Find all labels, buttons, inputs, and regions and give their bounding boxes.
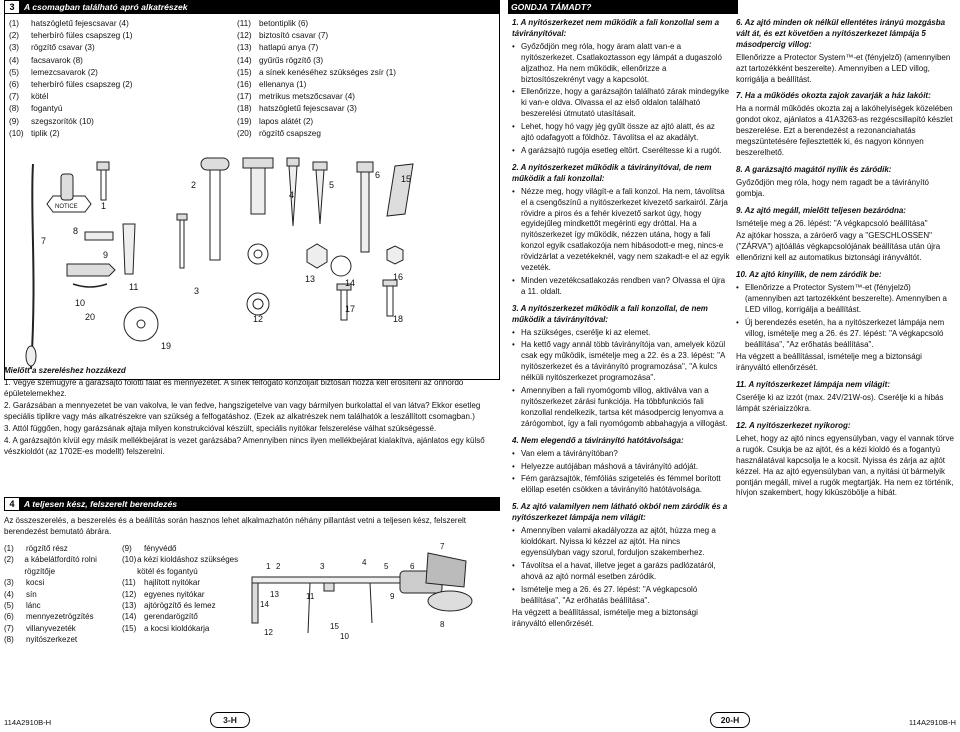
item-number: (20) (237, 128, 252, 138)
hardware-illustration (15, 154, 491, 378)
parts-list-item (237, 42, 396, 54)
legend-col1 (4, 543, 122, 653)
item-text: facsavarok (8) (31, 55, 83, 65)
parts-list-item (9, 116, 132, 128)
parts-list-item (237, 55, 396, 67)
item-text: lemezcsavarok (2) (31, 67, 98, 77)
parts-list-item (237, 30, 396, 42)
diagram-label-6: 6 (410, 562, 415, 571)
item-number: (8) (9, 104, 20, 114)
item-number: (13) (122, 601, 137, 611)
item-number: (5) (9, 67, 20, 77)
item-number: (12) (122, 589, 137, 599)
parts-list-item (9, 30, 132, 42)
parts-list-item (9, 128, 132, 140)
diagram-label-5: 5 (384, 562, 389, 571)
section-title: A teljesen kész, felszerelt berendezés (24, 498, 178, 509)
diagram-label-2: 2 (276, 562, 281, 571)
problem-heading: 10. Az ajtó kinyílik, de nem záródik be: (736, 270, 882, 280)
legend-item (4, 623, 122, 634)
item-number: (2) (9, 31, 20, 41)
item-number: (6) (9, 80, 20, 90)
item-number: (17) (237, 92, 252, 102)
item-text: a sínek kenéséhez szükséges zsír (1) (259, 67, 396, 77)
bullet-item: • Nézze meg, hogy világít-e a fali konzol. Ha nem, távolítsa el a csengőszínű a nyitószerkezet kivezető sarkairól. Zárja rövidre a piros és a fehér kivezető sarkot úgy, hogy egyidejűleg mindkettőt megérinti egy dróttal. Ha a nyitószerkezet így működik, nézzen utána, hogy a fali konzol egyik csatlakozója nem hibásodott-e meg, nincs-e rövidzárlat a vezetékeknél, vagy nem szakadt-e el az egyik vezeték. (512, 187, 730, 274)
problem-heading: 9. Az ajtó megáll, mielőtt teljesen bezáródna: (736, 205, 906, 215)
item-number: (6) (4, 612, 14, 622)
legend-item (122, 600, 250, 611)
bullet-item: • Minden vezetékcsatlakozás rendben van? Olvassa el újra a 11. oldalt. (512, 276, 730, 298)
legend-item (122, 543, 250, 554)
bullet-item: • Lehet, hogy hó vagy jég gyűlt össze az ajtó alatt, és az ajtó odafagyott a földhöz. Távolítsa el az akadályt. (512, 122, 730, 144)
item-text: lapos alátét (2) (259, 116, 314, 126)
item-text: a kocsi kioldókarja (144, 623, 210, 633)
item-text: a kábelátfordító rolni rögzítője (24, 555, 97, 576)
item-number: (12) (237, 31, 252, 41)
parts-list-item (9, 79, 132, 91)
legend-item (4, 577, 122, 588)
hw-label-4: 4 (289, 190, 295, 200)
legend-item (4, 611, 122, 622)
section-title: A csomagban található apró alkatrészek (24, 1, 188, 12)
page-number-left: 3-H (210, 712, 250, 728)
parts-list-col1 (9, 18, 132, 140)
paragraph: Ismételje meg a 26. lépést: "A végkapcsoló beállítása" (736, 218, 928, 228)
paragraph: Az ajtókar hossza, a záróerő vagy a "GESCHLOSSEN" ("ZÁRVA") ajtóállás végkapcsolójának beállítása után újra ellenőrizni kell az automatikus biztonsági irányváltót. (736, 231, 941, 263)
item-text: fogantyú (31, 104, 63, 114)
bullet-item: • Új berendezés esetén, ha a nyitószerkezet lámpája nem villog, ismételje meg a 26. és 27. lépést: "A végkapcsoló beállítása", "Az erőhatás beállítása". (736, 318, 958, 351)
bullet-item: • A garázsajtó rugója esetleg eltört. Cseréltesse ki a rugót. (512, 146, 730, 157)
item-number: (16) (237, 80, 252, 90)
before-step: 1. Vegye szemügyre a garázsajtó fölötti falat és mennyezetet. A sínek felfogató konzoljait biztosan hozzá kell erősíteni az önhordó épületelemekhez. (4, 378, 464, 399)
bullet-item: • Amennyiben a fali nyomógomb villog, aktiválva van a nyitószerkezet zárási funkciója. Ha többfunkciós fali konzollal rendelkezik, tartsa két másodpercig lenyomva a zárógombot, így a fali nyomógomb abbahagyja a villogást. (512, 386, 730, 430)
hw-label-1: 1 (101, 201, 107, 211)
item-text: hatszögletű fejescsavar (3) (259, 104, 357, 114)
parts-list-item (9, 42, 132, 54)
diagram-label-1: 1 (266, 562, 271, 571)
installed-opener-diagram (250, 543, 490, 653)
legend-item (122, 554, 250, 577)
bullet-item: • Távolítsa el a havat, illetve jeget a garázs padlózatáról, ahová az ajtó normál esetben záródik. (512, 561, 730, 583)
item-number: (1) (4, 544, 14, 553)
footer-code-left: 114A2910B-H (4, 718, 52, 727)
section-3-header (4, 0, 500, 14)
diagram-label-14: 14 (260, 600, 269, 609)
item-number: (15) (237, 67, 252, 77)
parts-list-item (237, 103, 396, 115)
parts-list-item (237, 18, 396, 30)
troubleshoot-col2 (736, 18, 958, 501)
hw-label-11: 11 (129, 282, 139, 292)
section-4-header (4, 497, 500, 511)
paragraph: Ha a normál működés okozta zaj a lakóhelyiségek közelében gondot okoz, ajánlatos a 41A3263-as rezgéscsillapító készlet beszerelése. Ezt a berendezést a rezonanciahatás megszüntetésére fejlesztették ki, és nagyon könnyen beszerelhető. (736, 104, 953, 157)
item-text: egyenes nyitókar (144, 589, 205, 599)
hw-label-17: 17 (345, 304, 356, 314)
before-step: 4. A garázsajtón kívül egy másik mellékbejárat is vezet garázsába? Amennyiben nincs ilyen mellékbejárat kialakítva, ajánlatos egy külső vészkioldót (az 1702E-es modellt) felszerelni. (4, 436, 485, 457)
problem-heading: 7. Ha a működés okozta zajok zavarják a ház lakóit: (736, 91, 931, 101)
item-text: gerendarögzítő (144, 612, 198, 622)
item-text: hatlapú anya (7) (259, 43, 319, 53)
footer (0, 710, 960, 732)
hw-label-18: 18 (393, 314, 404, 324)
hw-label-5: 5 (329, 180, 335, 190)
item-number: (14) (237, 55, 252, 65)
item-number: (11) (122, 578, 136, 588)
section-number: 3 (5, 1, 19, 13)
item-text: ajtórögzítő és lemez (144, 601, 216, 611)
bullet-item: • Ellenőrizze a Protector System™-et (fényjelző) (amennyiben azt tartozékként beszerelte). Amennyiben a LED villog, korrigálja a beállítást. (736, 283, 958, 316)
problem-heading: 11. A nyitószerkezet lámpája nem világít: (736, 380, 890, 390)
parts-list-item (237, 67, 396, 79)
hw-label-8: 8 (73, 226, 79, 236)
item-text: kötél (31, 92, 49, 102)
legend-item (122, 589, 250, 600)
paragraph: Győződjön meg róla, hogy nem ragadt be a távirányító gombja. (736, 177, 929, 198)
diagram-label-4: 4 (362, 558, 367, 567)
notice-label: NOTICE (55, 204, 78, 210)
hw-label-19: 19 (161, 341, 172, 351)
bullet-item: • Fém garázsajtók, fémfóliás szigetelés és fémmel borított elöllap esetén csökken a távirányító hatótávolsága. (512, 474, 730, 496)
problem-heading: 3. A nyitószerkezet működik a fali konzollal, de nem működik a távirányítóval: (512, 303, 708, 324)
item-text: szegszorítók (10) (31, 116, 94, 126)
item-text: hatszögletű fejescsavar (4) (31, 19, 129, 28)
footer-code-right: 114A2910B-H (908, 718, 956, 727)
item-text: hajlított nyitókar (144, 578, 201, 588)
before-steps (4, 377, 500, 457)
problem-heading: 4. Nem elegendő a távirányító hatótávolsága: (512, 435, 684, 445)
diagram-label-3: 3 (320, 562, 325, 571)
item-text: fényvédő (144, 544, 177, 553)
item-number: (8) (4, 635, 14, 645)
before-step: 2. Garázsában a mennyezetet be van vakolva, le van fedve, hangszigetelve van vagy bármilyen burkolattal el van látva? Ekkor esetleg speciális tiplikre vagy más alkatrészekre van szükség a felfogatáshoz. (Ezek az alkatrészek nem találhatók a leszállított csomagban.) (4, 401, 481, 422)
item-text: a kézi kioldáshoz szükséges kötél és fogantyú (137, 555, 239, 576)
problem-heading: 1. A nyitószerkezet nem működik a fali konzollal sem a távirányítóval: (512, 18, 720, 38)
diagram-label-15: 15 (330, 622, 339, 631)
item-text: betontiplik (6) (259, 19, 309, 28)
parts-list-item (237, 128, 396, 140)
item-number: (7) (4, 623, 14, 633)
hw-label-12: 12 (253, 314, 264, 324)
item-number: (15) (122, 623, 137, 633)
item-text: biztosító csavar (7) (259, 31, 329, 41)
parts-list-item (237, 91, 396, 103)
item-number: (9) (9, 116, 20, 126)
diagram-label-9: 9 (390, 592, 395, 601)
problem-heading: 8. A garázsajtó magától nyílik és záródik: (736, 164, 892, 174)
before-install-block (4, 366, 500, 457)
troubleshoot-col1 (512, 18, 730, 632)
hw-label-9: 9 (103, 250, 109, 260)
parts-list-item (9, 91, 132, 103)
item-number: (2) (4, 555, 14, 565)
item-text: rögzítő csapszeg (259, 128, 321, 138)
legend-item (4, 589, 122, 600)
page-number-right: 20-H (710, 712, 750, 728)
paragraph: Ellenőrizze a Protector System™-et (fényjelző) (amennyiben azt tartozékként beszerelte). Amennyiben a LED villog, korrigálja a beállítást. (736, 52, 951, 84)
problem-heading: 2. A nyitószerkezet működik a távirányítóval, de nem működik a fali konzollal: (512, 162, 712, 183)
parts-list-item (9, 103, 132, 115)
item-number: (13) (237, 43, 252, 53)
problem-heading: 6. Az ajtó minden ok nélkül ellentétes irányú mozgásba vált át, és ezt követően a nyitószerkezet lámpája 5 másodpercig villog: (736, 18, 946, 49)
item-text: rögzítő rész (26, 544, 68, 553)
parts-list-item (9, 55, 132, 67)
diagram-label-7: 7 (440, 543, 445, 551)
troubleshoot-header: GONDJA TÁMADT? (508, 0, 738, 14)
item-text: rögzítő csavar (3) (31, 43, 95, 53)
paragraph: Lehet, hogy az ajtó nincs egyensúlyban, vagy el vannak törve a rugók. Csukja be az ajtót, és a kézi kioldó és a fogantyú használatával kapcsolja le a kocsit. Nyissa és zárja az ajtót kézzel. Ha az ajtó egyensúlyban van, a nyitási út bármelyik pontján megáll, mivel a rugók megtartják. Ha nem ez történik, hívjon szakembert, hogy kiküszöbölje a hibát. (736, 433, 954, 498)
item-text: teherbíró füles csapszeg (1) (31, 31, 133, 41)
parts-list-item (9, 18, 132, 30)
item-text: teherbíró füles csapszeg (2) (31, 80, 133, 90)
item-number: (10) (122, 555, 137, 565)
hw-label-3: 3 (194, 286, 200, 296)
parts-list-col2 (237, 18, 396, 140)
parts-list-item (237, 116, 396, 128)
hw-label-20: 20 (85, 312, 96, 322)
legend-item (122, 611, 250, 622)
hw-label-10: 10 (75, 298, 86, 308)
paragraph: Cserélje ki az izzót (max. 24V/21W-os). Cserélje ki a hibás lámpát szériaizzókra. (736, 393, 944, 414)
item-text: mennyezetrögzítés (26, 612, 94, 622)
legend-item (4, 600, 122, 611)
diagram-label-13: 13 (270, 590, 279, 599)
hw-label-7: 7 (41, 236, 47, 246)
hw-label-2: 2 (191, 180, 197, 190)
section-number: 4 (5, 498, 19, 510)
item-text: lánc (26, 601, 41, 611)
item-number: (4) (9, 55, 20, 65)
section-4-legend (4, 543, 500, 653)
hw-label-6: 6 (375, 170, 381, 180)
parts-list-item (237, 79, 396, 91)
legend-item (122, 623, 250, 634)
left-page (4, 0, 500, 700)
item-number: (1) (9, 19, 20, 28)
legend-col2 (122, 543, 250, 653)
bullet-item: • Van elem a távirányítóban? (512, 449, 730, 460)
item-number: (4) (4, 589, 14, 599)
item-text: kocsi (26, 578, 45, 588)
diagram-label-10: 10 (340, 632, 349, 641)
bullet-item: • Ha szükséges, cserélje ki az elemet. (512, 328, 730, 339)
item-number: (18) (237, 104, 252, 114)
section-4 (4, 497, 500, 653)
item-number: (10) (9, 128, 24, 138)
bullet-item: • Ismételje meg a 26. és 27. lépést: "A végkapcsoló beállítása", "Az erőhatás beállítása". (512, 585, 730, 607)
hw-label-16: 16 (393, 272, 404, 282)
problem-heading: 12. A nyitószerkezet nyikorog: (736, 421, 851, 430)
item-text: villanyvezeték (26, 623, 76, 633)
item-number: (5) (4, 601, 14, 611)
item-text: tiplik (2) (31, 128, 60, 138)
legend-item (122, 577, 250, 588)
parts-box (4, 14, 500, 380)
before-step: 3. Attól függően, hogy garázsának ajtaja milyen konstrukcióval készült, speciális nyitókar felszerelése válhat szükségessé. (4, 424, 437, 434)
hw-label-15: 15 (401, 174, 412, 184)
item-text: sín (26, 589, 37, 599)
item-number: (3) (4, 578, 14, 588)
hw-label-13: 13 (305, 274, 316, 284)
legend-item (4, 543, 122, 554)
item-number: (7) (9, 92, 20, 102)
bullet-item: • Helyezze autójában máshová a távirányító adóját. (512, 462, 730, 473)
bullet-item: • Ha kettő vagy annál több távirányítója van, amelyek közül csak egy működik, ismételje meg a 22. és a 23. lépést: "A nyitószerkezet és a távirányító programozása", "A kulcs nélküli nyitószerkezet programozása". (512, 340, 730, 384)
item-text: metrikus metszőcsavar (4) (259, 92, 355, 102)
paragraph: Ha végzett a beállítással, ismételje meg a biztonsági irányváltó ellenőrzését. (512, 608, 698, 629)
item-text: gyűrűs rögzítő (3) (259, 55, 324, 65)
bullet-item: • Ellenőrizze, hogy a garázsajtón található zárak mindegyike ki van-e oldva. Olvassa el az első oldalon található beszerelési útmutató utasításait. (512, 87, 730, 120)
hw-label-14: 14 (345, 278, 356, 288)
item-number: (3) (9, 43, 20, 53)
legend-item (4, 634, 122, 645)
parts-list-item (9, 67, 132, 79)
item-number: (19) (237, 116, 252, 126)
right-page (508, 0, 960, 700)
bullet-item: • Győződjön meg róla, hogy áram alatt van-e a nyitószerkezet. Csatlakoztasson egy lámpát a dugaszoló aljzathoz. Ha nem működik, ellenőrizze a biztosítószekrényt vagy a kapcsolót. (512, 42, 730, 86)
legend-item (4, 554, 122, 577)
bullet-item: • Amennyiben valami akadályozza az ajtót, húzza meg a kioldókart. Nyissa ki kézzel az ajtót. Ha nincs egyensúlyban vagy szorul, forduljon szakemberhez. (512, 526, 730, 559)
diagram-label-11: 11 (306, 592, 315, 601)
item-number: (9) (122, 544, 132, 553)
paragraph: Ha végzett a beállítással, ismételje meg a biztonsági irányváltó ellenőrzését. (736, 352, 922, 373)
before-title: Mielőtt a szereléshez hozzákezd (4, 366, 126, 375)
item-text: nyitószerkezet (26, 635, 78, 645)
item-number: (14) (122, 612, 137, 622)
problem-heading: 5. Az ajtó valamilyen nem látható okból nem záródik és a nyitószerkezet lámpája nem világít: (512, 502, 728, 523)
diagram-label-12: 12 (264, 628, 273, 637)
diagram-label-8: 8 (440, 620, 445, 629)
item-text: ellenanya (1) (259, 80, 307, 90)
item-number: (11) (237, 19, 251, 28)
section-4-intro: Az összeszerelés, a beszerelés és a beállítás során hasznos lehet alkalmazhatón néhány pillantást vetni a teljesen kész, felszerelt berendezést bemutató ábrára. (4, 516, 467, 536)
